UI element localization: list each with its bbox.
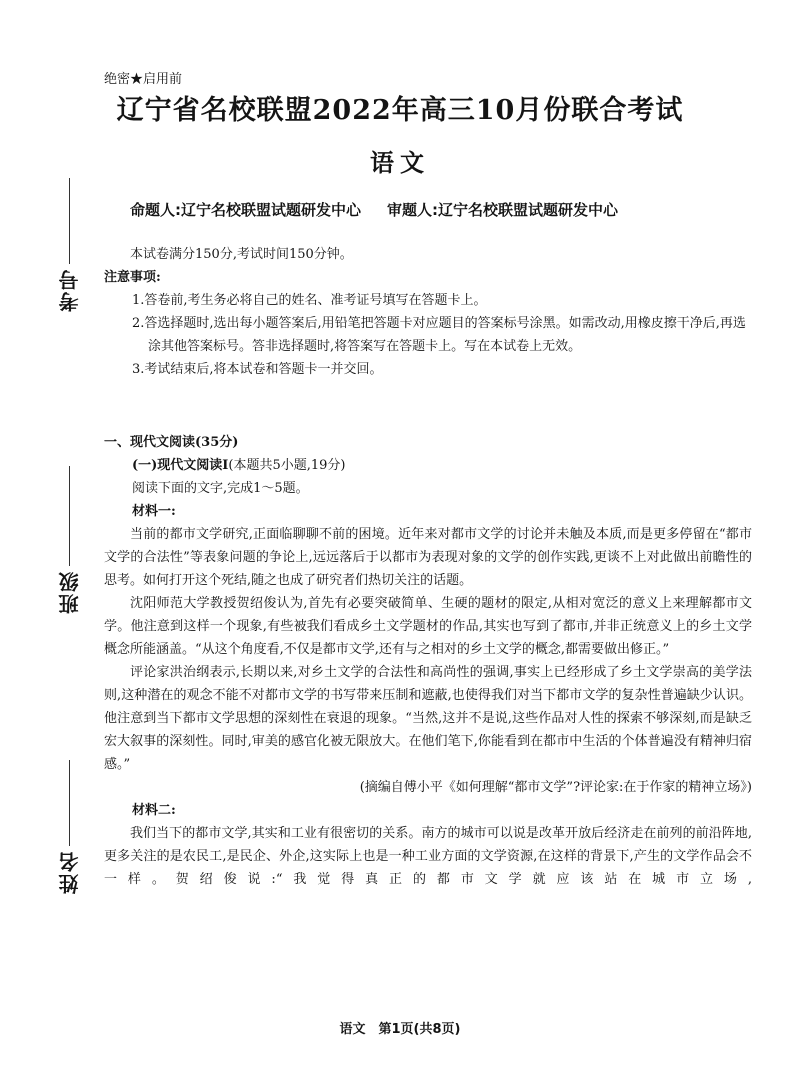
secret-label: 绝密★启用前	[104, 72, 183, 87]
authors-line	[130, 199, 618, 220]
class-label: 班级	[57, 570, 82, 614]
material1-paragraph: 当前的都市文学研究,正面临聊聊不前的困境。近年来对都市文学的讨论并未触及本质,而是更多停留在“都市文学的合法性”等表象问题的争论上,远远落后于以都市为表现对象的文学的创作实践,更谈不上对此做出前瞻性的思考。如何打开这个死结,随之也成了研究者们热切关注的话题。	[104, 527, 752, 588]
material1-source: (摘编自傅小平《如何理解“都市文学”?评论家:在于作家的精神立场》)	[359, 780, 752, 795]
instructions	[104, 243, 752, 381]
exam-number-line	[69, 178, 70, 264]
subsection-title	[104, 454, 752, 477]
reviewer-text: 审题人:辽宁名校联盟试题研发中心	[387, 201, 619, 219]
subject-title: 语文	[370, 148, 430, 177]
reading-section	[104, 431, 752, 891]
exam-number-field	[58, 178, 80, 312]
name-label: 姓名	[57, 850, 82, 894]
subsection-name: (一)现代文阅读Ⅰ	[132, 458, 229, 473]
material2-paragraph: 我们当下的都市文学,其实和工业有很密切的关系。南方的城市可以说是改革开放后经济走在前列的前沿阵地,更多关注的是农民工,是民企、外企,这实际上也是一种工业方面的文学资源,在这样的背景下,产生的文学作品会不一样。贺绍俊说:“我觉得真正的都市文学就应该站在城市立场,	[104, 826, 752, 887]
notice-item: 3.考试结束后,将本试卷和答题卡一并交回。	[132, 362, 383, 377]
notice-item: 1.答卷前,考生务必将自己的姓名、准考证号填写在答题卡上。	[132, 293, 487, 308]
material1-paragraph: 评论家洪治纲表示,长期以来,对乡土文学的合法性和高尚性的强调,事实上已经形成了乡土文学崇高的美学法则,这种潜在的观念不能不对都市文学的书写带来压制和遮蔽,也使得我们对当下都市文学的复杂性普遍缺少认识。他注意到当下都市文学思想的深刻性在衰退的现象。“当然,这并不是说,这些作品对人性的探索不够深刻,而是缺乏宏大叙事的深刻性。同时,审美的感官化被无限放大。在他们笔下,你能看到在都市中生活的个体普遍没有精神归宿感。”	[104, 665, 752, 772]
material2-label: 材料二:	[132, 803, 176, 818]
exam-title: 辽宁省名校联盟2022年高三10月份联合考试	[116, 95, 684, 126]
directions-text: 阅读下面的文字,完成1～5题。	[132, 481, 309, 496]
name-field	[58, 760, 80, 894]
material1-label: 材料一:	[132, 504, 176, 519]
name-line	[69, 760, 70, 846]
material1-paragraph: 沈阳师范大学教授贺绍俊认为,首先有必要突破简单、生硬的题材的限定,从相对宽泛的意义上来理解都市文学。他注意到这样一个现象,有些被我们看成乡土文学题材的作品,其实也写到了都市,并非正统意义上的乡土文学概念所能涵盖。“从这个角度看,不仅是都市文学,还有与之相对的乡土文学的概念,都需要做出修正。”	[104, 596, 752, 657]
score-time-text: 本试卷满分150分,考试时间150分钟。	[130, 247, 353, 262]
setter-text: 命题人:辽宁名校联盟试题研发中心	[130, 201, 362, 219]
notice-heading: 注意事项:	[104, 270, 161, 285]
exam-number-label: 考号	[57, 268, 82, 312]
page-footer: 语文 第1页(共8页)	[339, 1022, 461, 1037]
subsection-note: (本题共5小题,19分)	[228, 458, 346, 473]
class-line	[69, 466, 70, 566]
class-field	[58, 466, 80, 614]
section-title: 一、现代文阅读(35分)	[104, 435, 239, 450]
notice-item: 2.答选择题时,选出每小题答案后,用铅笔把答题卡对应题目的答案标号涂黑。如需改动,用橡皮擦干净后,再选涂其他答案标号。答非选择题时,将答案写在答题卡上。写在本试卷上无效。	[132, 316, 746, 354]
